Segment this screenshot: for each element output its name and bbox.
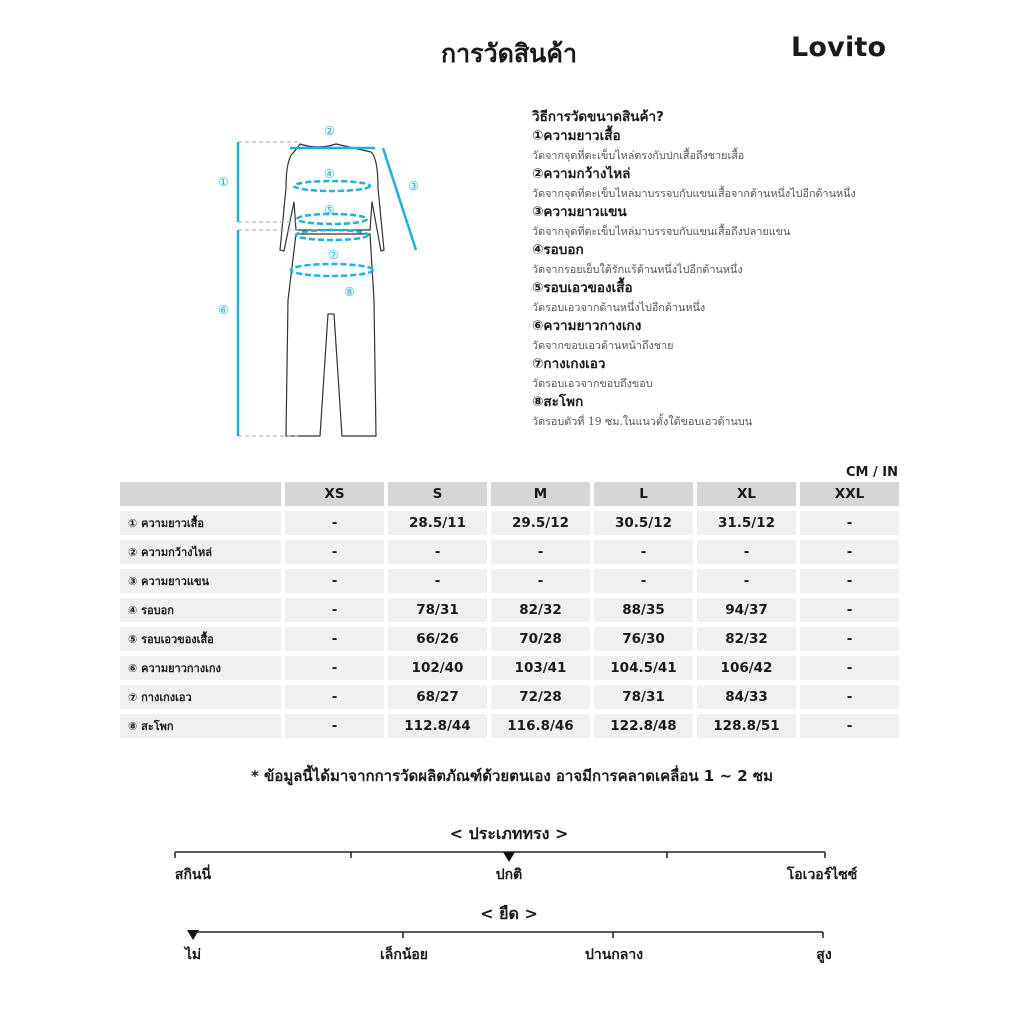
table-row <box>120 598 899 622</box>
table-cell: 112.8/44 <box>388 714 487 738</box>
guide-item-desc: วัดจากจุดที่ตะเข็บไหล่มาบรรจบกับแขนเสื้อจากด้านหนึ่งไปอีกด้านหนึ่ง <box>532 187 856 200</box>
table-cell: - <box>800 598 899 622</box>
stretch-scale-track <box>183 924 843 944</box>
table-cell: - <box>285 714 384 738</box>
guide-item-label: ⑧สะโพก <box>532 394 584 410</box>
table-cell: 128.8/51 <box>697 714 796 738</box>
row-label: ⑧ สะโพก <box>120 714 281 738</box>
stretch-label-none: ไม่ <box>184 947 202 963</box>
guide-item-desc: วัดรอบตัวที่ 19 ซม.ในแนวตั้งใต้ขอบเอวด้านบน <box>532 415 753 428</box>
table-cell: 68/27 <box>388 685 487 709</box>
table-cell: - <box>800 511 899 535</box>
table-cell: - <box>285 569 384 593</box>
marker-1: ① <box>218 175 229 189</box>
table-cell: 122.8/48 <box>594 714 693 738</box>
table-cell: - <box>285 540 384 564</box>
brand-logo: Lovito <box>791 32 887 63</box>
size-table <box>116 477 903 743</box>
marker-2: ② <box>324 124 335 138</box>
size-header: M <box>491 482 590 506</box>
guide-item-desc: วัดจากขอบเอวด้านหน้าถึงชาย <box>532 339 674 352</box>
guide-item <box>532 393 952 431</box>
table-cell: 72/28 <box>491 685 590 709</box>
size-header: XL <box>697 482 796 506</box>
guide-item <box>532 127 952 165</box>
guide-item-desc: วัดจากจุดที่ตะเข็บไหล่มาบรรจบกับแขนเสื้อถึงปลายแขน <box>532 225 791 238</box>
guide-heading: วิธีการวัดขนาดสินค้า? <box>532 109 664 125</box>
stretch-label-high: สูง <box>816 947 832 963</box>
table-cell: 70/28 <box>491 627 590 651</box>
guide-item-desc: วัดจากรอยเย็บใต้รักแร้ด้านหนึ่งไปอีกด้านหนึ่ง <box>532 263 743 276</box>
marker-5: ⑤ <box>324 203 335 217</box>
table-cell: - <box>697 540 796 564</box>
row-label: ② ความกว้างไหล่ <box>120 540 281 564</box>
table-cell: - <box>800 627 899 651</box>
table-cell: - <box>594 540 693 564</box>
table-cell: - <box>285 598 384 622</box>
table-cell: 116.8/46 <box>491 714 590 738</box>
guide-item <box>532 241 952 279</box>
row-label: ⑥ ความยาวกางเกง <box>120 656 281 680</box>
table-cell: 104.5/41 <box>594 656 693 680</box>
stretch-scale-title: < ยืด > <box>480 904 538 923</box>
page-title: การวัดสินค้า <box>441 39 577 68</box>
table-cell: 30.5/12 <box>594 511 693 535</box>
row-label: ⑦ กางเกงเอว <box>120 685 281 709</box>
pants-outline <box>286 234 376 436</box>
row-label: ⑤ รอบเอวของเสื้อ <box>120 627 281 651</box>
table-cell: - <box>285 511 384 535</box>
guide-item-label: ②ความกว้างไหล่ <box>532 166 631 182</box>
table-row <box>120 511 899 535</box>
guide-item-desc: วัดจากจุดที่ตะเข็บไหล่ตรงกับปกเสื้อถึงชายเสื้อ <box>532 149 745 162</box>
row-label: ④ รอบอก <box>120 598 281 622</box>
table-cell: 78/31 <box>594 685 693 709</box>
table-cell: 82/32 <box>491 598 590 622</box>
guide-item-desc: วัดรอบเอวจากขอบถึงขอบ <box>532 377 653 390</box>
marker-6: ⑥ <box>218 303 229 317</box>
table-cell: 31.5/12 <box>697 511 796 535</box>
measure-line-sleeve <box>383 148 416 250</box>
fit-scale-track <box>170 844 850 864</box>
table-header-row <box>120 482 899 506</box>
table-cell: 94/37 <box>697 598 796 622</box>
fit-label-skinny: สกินนี่ <box>174 867 212 883</box>
table-row <box>120 540 899 564</box>
table-cell: - <box>800 714 899 738</box>
guide-item-label: ③ความยาวแขน <box>532 204 627 220</box>
guide-item-desc: วัดรอบเอวจากด้านหนึ่งไปอีกด้านหนึ่ง <box>532 301 706 314</box>
fit-scale-title: < ประเภททรง > <box>449 824 569 843</box>
size-header: L <box>594 482 693 506</box>
size-header: XS <box>285 482 384 506</box>
guide-item-label: ①ความยาวเสื้อ <box>532 128 621 144</box>
marker-7: ⑦ <box>328 248 339 262</box>
table-cell: - <box>388 569 487 593</box>
table-cell: 66/26 <box>388 627 487 651</box>
table-cell: 76/30 <box>594 627 693 651</box>
size-header: XXL <box>800 482 899 506</box>
fit-scale-indicator-icon <box>503 852 515 862</box>
marker-3: ③ <box>408 179 419 193</box>
measurement-note: * ข้อมูลนี้ได้มาจากการวัดผลิตภัณฑ์ด้วยตนเอง อาจมีการคลาดเคลื่อน 1 ~ 2 ซม <box>251 767 773 785</box>
table-cell: 103/41 <box>491 656 590 680</box>
guide-item-label: ④รอบอก <box>532 242 584 258</box>
table-corner-cell <box>120 482 281 506</box>
table-cell: 78/31 <box>388 598 487 622</box>
table-cell: - <box>800 569 899 593</box>
fit-label-oversize: โอเวอร์ไซซ์ <box>786 867 858 883</box>
table-cell: - <box>388 540 487 564</box>
row-label: ① ความยาวเสื้อ <box>120 511 281 535</box>
table-cell: - <box>800 540 899 564</box>
table-row <box>120 569 899 593</box>
table-row <box>120 685 899 709</box>
table-cell: - <box>285 627 384 651</box>
table-cell: 28.5/11 <box>388 511 487 535</box>
table-cell: - <box>697 569 796 593</box>
guide-item <box>532 317 952 355</box>
guide-item <box>532 203 952 241</box>
fit-label-regular: ปกติ <box>495 867 523 883</box>
guide-item <box>532 355 952 393</box>
marker-8: ⑧ <box>344 285 355 299</box>
measurement-guide <box>532 108 952 431</box>
garment-measurement-figure <box>200 118 440 448</box>
stretch-label-medium: ปานกลาง <box>584 947 644 963</box>
row-label: ③ ความยาวแขน <box>120 569 281 593</box>
table-row <box>120 656 899 680</box>
stretch-label-slight: เล็กน้อย <box>379 947 429 963</box>
guide-item-label: ⑥ความยาวกางเกง <box>532 318 642 334</box>
marker-4: ④ <box>324 167 335 181</box>
table-row <box>120 627 899 651</box>
table-cell: 106/42 <box>697 656 796 680</box>
table-cell: 102/40 <box>388 656 487 680</box>
table-cell: - <box>491 540 590 564</box>
table-cell: - <box>800 685 899 709</box>
size-header: S <box>388 482 487 506</box>
stretch-scale-indicator-icon <box>187 930 199 940</box>
table-cell: 84/33 <box>697 685 796 709</box>
table-cell: 88/35 <box>594 598 693 622</box>
table-cell: 29.5/12 <box>491 511 590 535</box>
table-row <box>120 714 899 738</box>
guide-item <box>532 165 952 203</box>
table-cell: - <box>594 569 693 593</box>
unit-label: CM / IN <box>846 465 898 480</box>
table-cell: - <box>800 656 899 680</box>
guide-item-label: ⑤รอบเอวของเสื้อ <box>532 280 633 296</box>
table-cell: - <box>491 569 590 593</box>
table-cell: - <box>285 656 384 680</box>
guide-item-label: ⑦กางเกงเอว <box>532 356 606 372</box>
table-cell: - <box>285 685 384 709</box>
table-cell: 82/32 <box>697 627 796 651</box>
guide-item <box>532 279 952 317</box>
